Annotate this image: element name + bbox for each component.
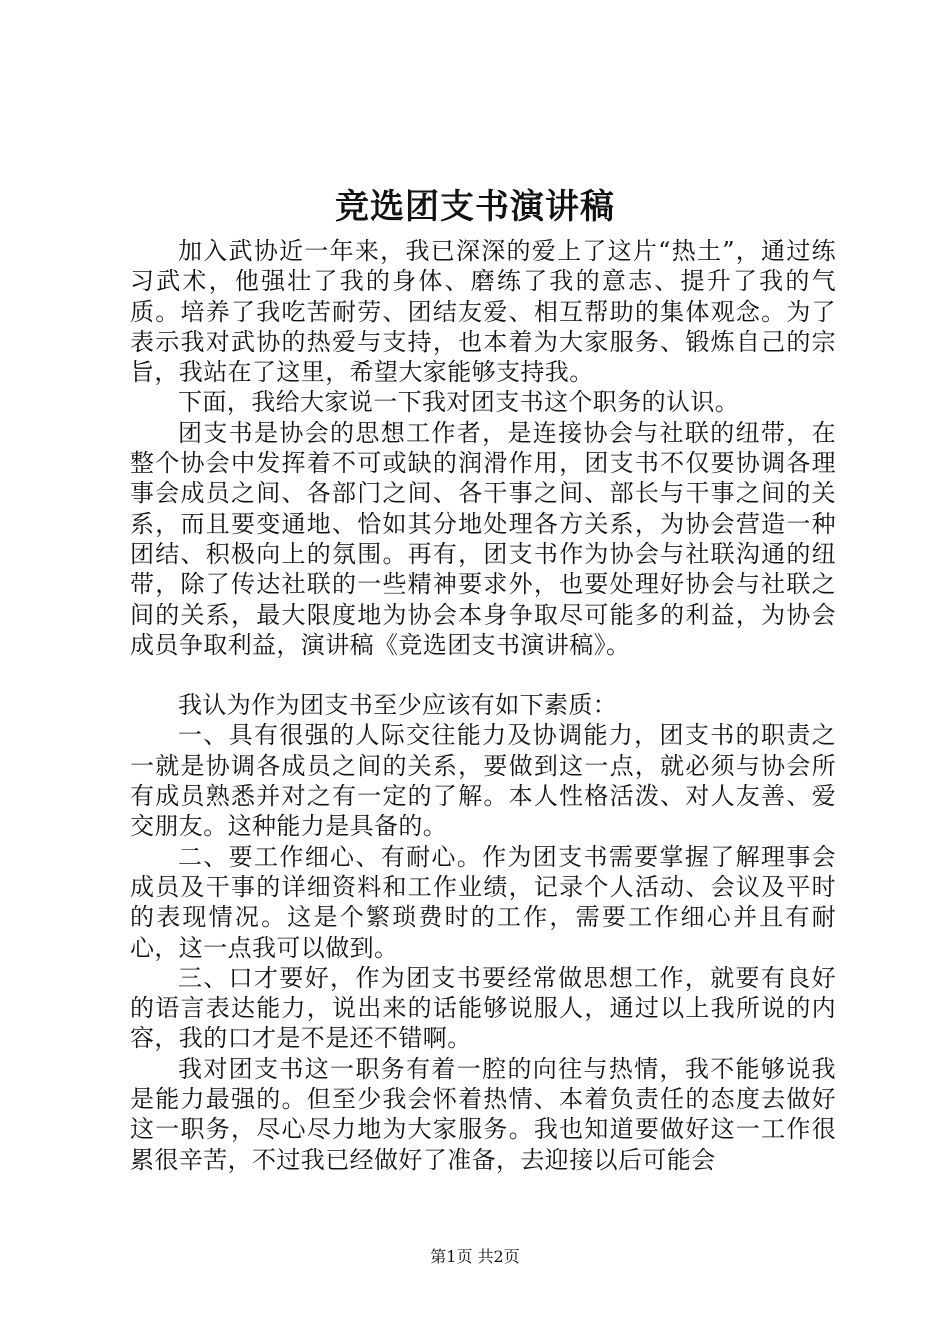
paragraph-intro: 加入武协近一年来，我已深深的爱上了这片“热土”，通过练习武术，他强壮了我的身体、磨练了我的意志、提升了我的气质。培养了我吃苦耐劳、团结友爱、相互帮助的集体观念。为了表示我对武协的热爱与支持，也本着为大家服务、锻炼自己的宗旨，我站在了这里，希望大家能够支持我。 (130, 237, 836, 387)
paragraph-quality-3: 三、口才要好，作为团支书要经常做思想工作，就要有良好的语言表达能力，说出来的话能够说服人，通过以上我所说的内容，我的口才是不是还不错啊。 (130, 963, 836, 1053)
page-footer: 第1页 共2页 (430, 1247, 520, 1266)
paragraph-role: 团支书是协会的思想工作者，是连接协会与社联的纽带，在整个协会中发挥着不可或缺的润滑作用，团支书不仅要协调各理事会成员之间、各部门之间、各干事之间、部长与干事之间的关系，而且要变通地、恰如其分地处理各方关系，为协会营造一种团结、积极向上的氛围。再有，团支书作为协会与社联沟通的纽带，除了传达社联的一些精神要求外，也要处理好协会与社联之间的关系，最大限度地为协会本身争取尽可能多的利益，为协会成员争取利益，演讲稿《竞选团支书演讲稿》。 (130, 418, 836, 659)
document-title: 竞选团支书演讲稿 (335, 187, 615, 227)
document-body (130, 236, 836, 1175)
paragraph-closing: 我对团支书这一职务有着一腔的向往与热情，我不能够说我是能力最强的。但至少我会怀着热情、本着负责任的态度去做好这一职务，尽心尽力地为大家服务。我也知道要做好这一工作很累很辛苦，不过我已经做好了准备，去迎接以后可能会 (130, 1054, 836, 1174)
paragraph-quality-2: 二、要工作细心、有耐心。作为团支书需要掌握了解理事会成员及干事的详细资料和工作业绩，记录个人活动、会议及平时的表现情况。这是个繁琐费时的工作，需要工作细心并且有耐心，这一点我可以做到。 (130, 842, 836, 962)
paragraph-qualities-intro: 我认为作为团支书至少应该有如下素质： (178, 691, 618, 720)
paragraph-gap (130, 660, 836, 690)
paragraph-transition: 下面，我给大家说一下我对团支书这个职务的认识。 (178, 388, 740, 417)
paragraph-quality-1: 一、具有很强的人际交往能力及协调能力，团支书的职责之一就是协调各成员之间的关系，要做到这一点，就必须与协会所有成员熟悉并对之有一定的了解。本人性格活泼、对人友善、爱交朋友。这种能力是具备的。 (130, 721, 836, 841)
